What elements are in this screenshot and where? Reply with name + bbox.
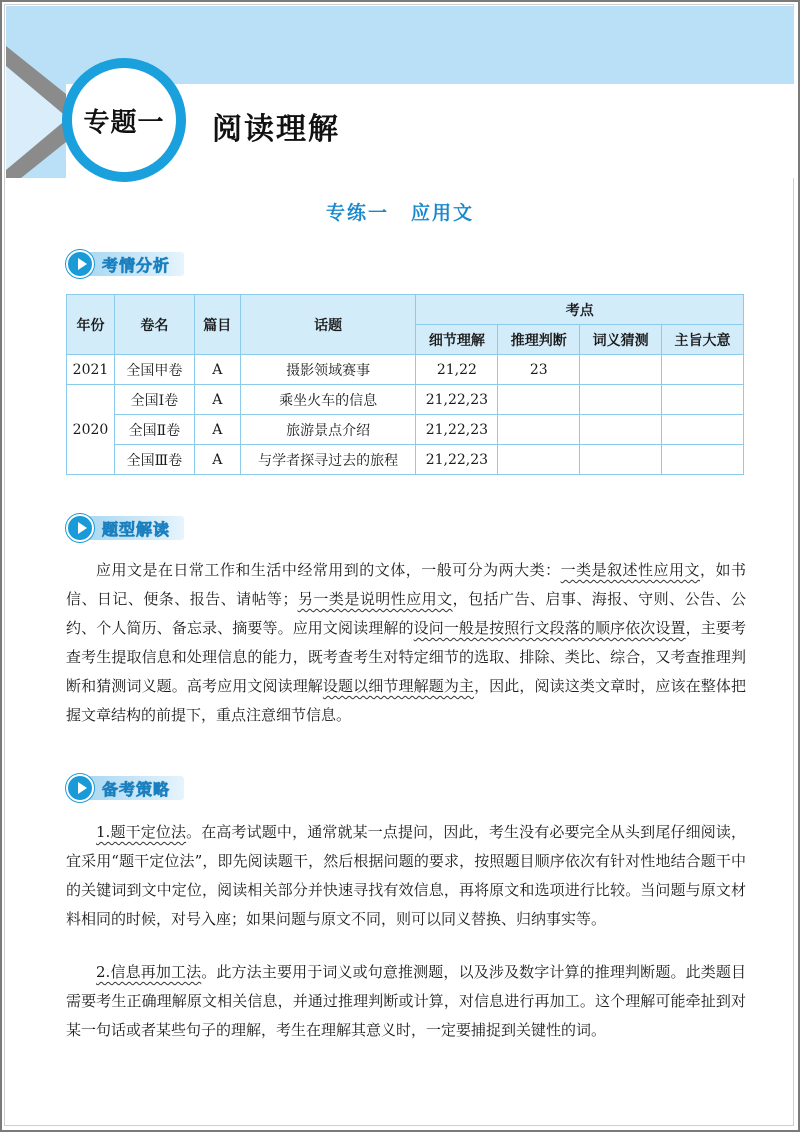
cell-detail: 21,22,23	[416, 385, 498, 415]
chapter-title: 阅读理解	[212, 112, 340, 147]
cell-inference: 23	[498, 355, 580, 385]
cell-detail: 21,22	[416, 355, 498, 385]
cell-inference	[498, 415, 580, 445]
section-heading-analysis	[66, 250, 184, 278]
cell-vocab	[580, 445, 662, 475]
play-arrow-icon	[66, 250, 94, 278]
cell-vocab	[580, 355, 662, 385]
header-main-idea: 主旨大意	[662, 325, 744, 355]
chapter-badge	[72, 68, 176, 172]
play-arrow-icon	[66, 774, 94, 802]
section-heading-interpretation	[66, 514, 184, 542]
section-heading-label: 考情分析	[86, 252, 184, 276]
text-run: ，如书信、日记、便条、报告、请帖等；	[66, 561, 746, 608]
cell-inference	[498, 445, 580, 475]
header-part: 篇目	[194, 295, 240, 355]
cell-paper: 全国甲卷	[114, 355, 194, 385]
table-row	[67, 355, 744, 385]
text-run: ，因此，阅读这类文章时，应该在整体把握文章结构的前提下，重点注意细节信息。	[66, 677, 746, 724]
cell-vocab	[580, 415, 662, 445]
header-paper: 卷名	[114, 295, 194, 355]
cell-main-idea	[662, 415, 744, 445]
emphasis-run: 设问一般是按照行文段落的顺序依次设置	[413, 619, 686, 637]
cell-inference	[498, 385, 580, 415]
emphasis-run: 一类是叙述性应用文	[560, 561, 700, 579]
cell-part: A	[194, 415, 240, 445]
section-heading-label: 题型解读	[86, 516, 184, 540]
cell-part: A	[194, 385, 240, 415]
header-inference: 推理判断	[498, 325, 580, 355]
table-row	[67, 445, 744, 475]
strategy-paragraph-1	[66, 818, 746, 934]
emphasis-run: 设题以细节理解题为主	[322, 677, 475, 695]
header-year: 年份	[67, 295, 115, 355]
interpretation-paragraph	[66, 556, 746, 730]
subtitle-part2: 应用文	[411, 202, 475, 224]
header-decoration-light	[6, 66, 68, 170]
text-run: ，主要考查考生提取信息和处理信息的能力，既考查考生对特定细节的选取、排除、类比、综合，又考查推理判断和猜测词义题。高考应用文阅读理解	[66, 619, 746, 695]
cell-year: 2021	[67, 355, 115, 385]
exam-analysis-table	[66, 294, 744, 475]
cell-detail: 21,22,23	[416, 415, 498, 445]
cell-paper: 全国Ⅱ卷	[114, 415, 194, 445]
cell-topic: 摄影领域赛事	[240, 355, 416, 385]
header-vocab: 词义猜测	[580, 325, 662, 355]
cell-vocab	[580, 385, 662, 415]
cell-main-idea	[662, 445, 744, 475]
cell-paper: 全国Ⅰ卷	[114, 385, 194, 415]
header-detail: 细节理解	[416, 325, 498, 355]
header-topic: 话题	[240, 295, 416, 355]
strategy-heading-run: 2.信息再加工法	[96, 963, 202, 981]
cell-topic: 旅游景点介绍	[240, 415, 416, 445]
strategy-paragraph-2	[66, 958, 746, 1045]
header-points: 考点	[416, 295, 744, 325]
cell-main-idea	[662, 385, 744, 415]
cell-paper: 全国Ⅲ卷	[114, 445, 194, 475]
emphasis-run: 另一类是说明性应用文	[297, 590, 453, 608]
cell-part: A	[194, 445, 240, 475]
section-subtitle	[0, 198, 800, 225]
chapter-badge-label: 专题一	[83, 107, 165, 138]
section-heading-label: 备考策略	[86, 776, 184, 800]
cell-topic: 乘坐火车的信息	[240, 385, 416, 415]
cell-detail: 21,22,23	[416, 445, 498, 475]
text-run: ，包括广告、启事、海报、守则、公告、公约、个人简历、备忘录、摘要等。应用文阅读理解的	[66, 590, 746, 637]
strategy-heading-run: 1.题干定位法	[96, 823, 187, 841]
cell-part: A	[194, 355, 240, 385]
cell-year: 2020	[67, 385, 115, 475]
text-run: 。此方法主要用于词义或句意推测题，以及涉及数字计算的推理判断题。此类题目需要考生正确理解原文相关信息，并通过推理判断或计算，对信息进行再加工。这个理解可能牵扯到对某一句话或者某些句子的理解，考生在理解其意义时，一定要捕捉到关键性的词。	[66, 963, 746, 1039]
text-run: 。在高考试题中，通常就某一点提问，因此，考生没有必要完全从头到尾仔细阅读，宜采用“题干定位法”，即先阅读题干，然后根据问题的要求，按照题目顺序依次有针对性地结合题干中的关键词到文中定位，阅读相关部分并快速寻找有效信息，再将原文和选项进行比较。当问题与原文材料相同的时候，对号入座；如果问题与原文不同，则可以同义替换、归纳事实等。	[66, 823, 746, 928]
play-arrow-icon	[66, 514, 94, 542]
cell-main-idea	[662, 355, 744, 385]
table-row	[67, 415, 744, 445]
section-heading-strategy	[66, 774, 184, 802]
subtitle-part1: 专练一	[325, 202, 389, 224]
text-run: 应用文是在日常工作和生活中经常用到的文体，一般可分为两大类：	[96, 561, 561, 579]
table-row	[67, 385, 744, 415]
cell-topic: 与学者探寻过去的旅程	[240, 445, 416, 475]
